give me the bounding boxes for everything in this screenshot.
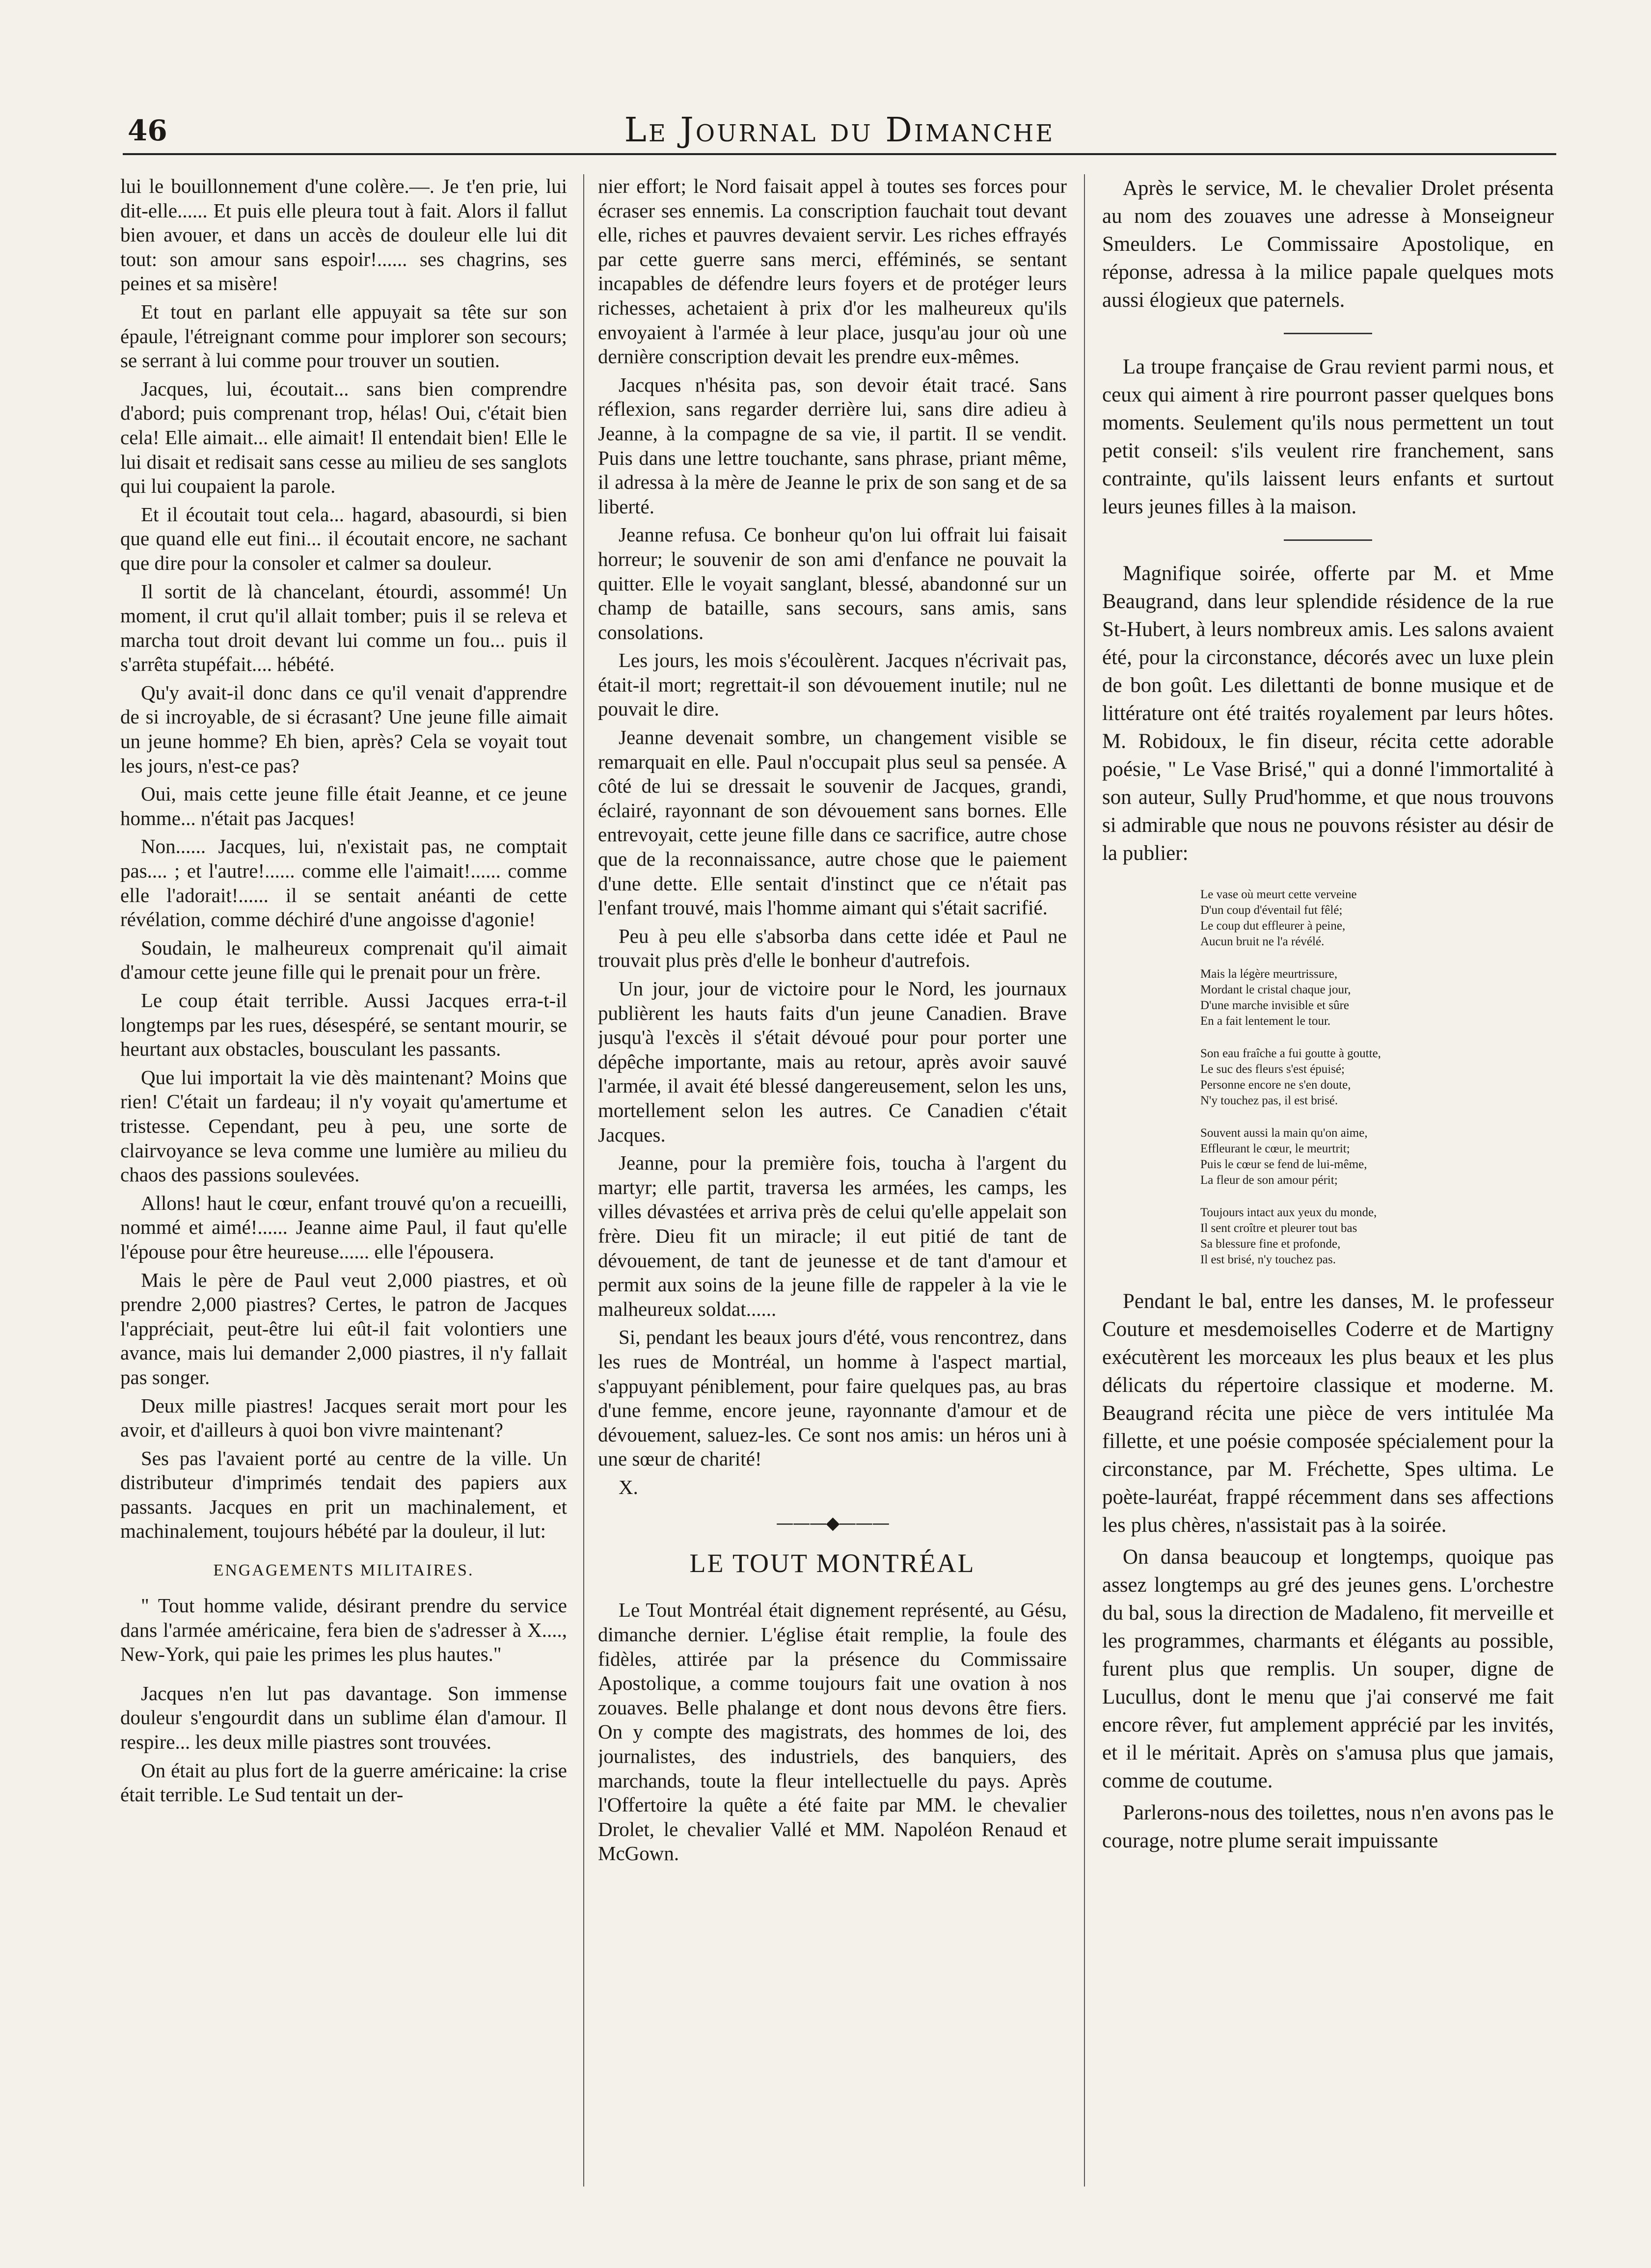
paragraph: Pendant le bal, entre les danses, M. le professeur Couture et mesdemoiselles Coderre et de Martigny exécutèrent les morceaux les plus beaux et les plus délicats du répertoire classique et moderne. M. Beaugrand récita une pièce de vers intitulée Ma fillette, et une poésie composée spécialement pour la circonstance, par M. Fréchette, Spes ultima. Le poète-lauréat, frappé récemment dans ses affections les plus chères, n'assistait pas à la soirée. [1102, 1290, 1554, 1537]
paragraph: Oui, mais cette jeune fille était Jeanne, et ce jeune homme... n'était pas Jacques! [120, 782, 567, 829]
column-3 [1102, 174, 1554, 2206]
paragraph: La troupe française de Grau revient parmi nous, et ceux qui aiment à rire pourront passer quelques bons moments. Seulement qu'ils nous permettent un tout petit conseil: s'ils veulent rire franchement, sans contrainte, qu'ils laissent leurs enfants et surtout leurs jeunes filles à la maison. [1102, 355, 1554, 518]
poem-line: Le vase où meurt cette verveine [1200, 888, 1357, 901]
poem-line: Souvent aussi la main qu'on aime, [1200, 1126, 1368, 1140]
paragraph: Allons! haut le cœur, enfant trouvé qu'on a recueilli, nommé et aimé!...... Jeanne aime Paul, il faut qu'elle l'épouse pour être heureuse...... elle l'épousera. [120, 1191, 567, 1263]
paragraph: Et il écoutait tout cela... hagard, abasourdi, si bien que quand elle eut fini... il écoutait encore, ne sachant que dire pour la consoler et calmer sa douleur. [120, 503, 567, 574]
poem-line: Aucun bruit ne l'a révélé. [1200, 935, 1325, 948]
poem-line: Mais la légère meurtrissure, [1200, 967, 1338, 981]
paragraph: Les jours, les mois s'écoulèrent. Jacques n'écrivait pas, était-il mort; regrettait-il son dévouement inutile; nul ne pouvait le dire. [598, 649, 1067, 720]
paragraph: Peu à peu elle s'absorba dans cette idée et Paul ne trouvait plus près d'elle le bonheur d'autrefois. [598, 924, 1067, 972]
paragraph: Et tout en parlant elle appuyait sa tête sur son épaule, l'étreignant comme pour implorer son secours; se serrant à lui comme pour trouver un soutien. [120, 300, 567, 372]
poem-line: D'une marche invisible et sûre [1200, 999, 1350, 1012]
paragraph: Un jour, jour de victoire pour le Nord, les journaux publièrent les hauts faits d'un jeune Canadien. Brave jusqu'à l'excès il s'était dévoué pour pour porter une dépêche importante, mais au retour, après avoir sauvé l'armée, il avait été blessé dangereusement, selon les uns, mortellement selon les autres. Ce Canadien c'était Jacques. [598, 977, 1067, 1146]
paragraph: Non...... Jacques, lui, n'existait pas, ne comptait pas.... ; et l'autre!...... comme elle l'aimait!...... comme elle l'adorait!...... il se sentait anéanti de cette révélation, comme déchiré d'une angoisse d'agonie! [120, 835, 567, 931]
signature: X. [619, 1475, 638, 1498]
poem-line: Toujours intact aux yeux du monde, [1200, 1206, 1377, 1219]
ornamental-divider: ———◆——— [776, 1513, 889, 1534]
poem-line: Sa blessure fine et profonde, [1200, 1237, 1341, 1251]
poem-line: Le suc des fleurs s'est épuisé; [1200, 1063, 1345, 1076]
poem-line: Puis le cœur se fend de lui-même, [1200, 1158, 1367, 1171]
poem-stanza [1200, 887, 1554, 950]
paragraph: Si, pendant les beaux jours d'été, vous rencontrez, dans les rues de Montréal, un homme à l'aspect martial, s'appuyant péniblement, pour faire quelques pas, au bras d'une femme, encore jeune, rayonnante d'amour et de dévouement, saluez-les. Ce sont nos amis: un héros uni à une sœur de charité! [598, 1326, 1067, 1470]
paragraph: Deux mille piastres! Jacques serait mort pour les avoir, et d'ailleurs à quoi bon vivre maintenant? [120, 1394, 567, 1441]
notice-text: " Tout homme valide, désirant prendre du service dans l'armée américaine, fera bien de s'adresser à X...., New-York, qui paie les primes les plus hautes." [120, 1594, 567, 1666]
paragraph: Magnifique soirée, offerte par M. et Mme Beaugrand, dans leur splendide résidence de la rue St-Hubert, à leurs nombreux amis. Les salons avaient été, pour la circonstance, décorés avec un luxe plein de bon goût. Les dilettanti de bonne musique et de littérature ont été traités royalement par leurs hôtes. M. Robidoux, le fin diseur, récita cette adorable poésie, " Le Vase Brisé," qui a donné l'immortalité à son auteur, Sully Prud'homme, et que nous trouvons si admirable que nous ne pouvons résister au désir de la publier: [1102, 562, 1554, 865]
poem-line: Il sent croître et pleurer tout bas [1200, 1222, 1357, 1235]
paragraph: Parlerons-nous des toilettes, nous n'en avons pas le courage, notre plume serait impuissante [1102, 1801, 1554, 1852]
poem-line: Il est brisé, n'y touchez pas. [1200, 1253, 1336, 1266]
poem-line: La fleur de son amour périt; [1200, 1174, 1338, 1187]
paragraph: Jeanne, pour la première fois, toucha à l'argent du martyr; elle partit, traversa les armées, les camps, les villes dévastées et arriva près de celui qu'elle appelait son frère. Dieu fit un miracle; il eut pitié de tant de dévouement, de tant de jeunesse et de tant d'amour et permit aux soins de la jeune fille de rappeler à la vie le malheureux soldat...... [598, 1151, 1067, 1320]
paragraph: Ses pas l'avaient porté au centre de la ville. Un distributeur d'imprimés tendait des papiers aux passants. Jacques en prit un machinalement, et machinalement, toujours hébété par la douleur, il lut: [120, 1446, 567, 1543]
paragraph: On était au plus fort de la guerre américaine: la crise était terrible. Le Sud tentait un der- [120, 1759, 567, 1806]
paragraph: Le coup était terrible. Aussi Jacques erra-t-il longtemps par les rues, désespéré, se sentant mourir, se heurtant aux obstacles, bousculant les passants. [120, 989, 567, 1061]
paragraph: nier effort; le Nord faisait appel à toutes ses forces pour écraser ses ennemis. La conscription fauchait tout devant elle, riches et pauvres devaient servir. Les riches effrayés par cette guerre sans merci, efféminés, se sentant incapables de défendre leurs foyers et de protéger leurs richesses, achetaient à prix d'or les malheureux qu'ils envoyaient à l'armée à leur place, jusqu'au jour où une dernière conscription devait les prendre eux-mêmes. [598, 175, 1067, 368]
page-number: 46 [128, 114, 167, 147]
paragraph: On dansa beaucoup et longtemps, quoique pas assez longtemps au gré des jeunes gens. L'orchestre du bal, sous la direction de Madaleno, fit merveille et les programmes, charmants et élégants au possible, furent plus que remplis. Un souper, digne de Lucullus, dont le menu que j'ai conservé me fait encore rêver, fut amplement apprécié par les invités, et il le méritait. Après on s'amusa plus que jamais, comme de coutume. [1102, 1546, 1554, 1792]
masthead-title: Le Journal du Dimanche [624, 111, 1055, 150]
paragraph: Jeanne refusa. Ce bonheur qu'on lui offrait lui faisait horreur; le souvenir de son ami d'enfance ne pouvait la quitter. Elle le voyait sanglant, blessé, abandonné sur un champ de bataille, sans secours, sans amis, sans consolations. [598, 523, 1067, 643]
poem [1200, 887, 1554, 1268]
paragraph: Mais le père de Paul veut 2,000 piastres, et où prendre 2,000 piastres? Certes, le patron de Jacques l'appréciait, peut-être lui eût-il fait volontiers une avance, mais lui demander 2,000 piastres, il n'y fallait pas songer. [120, 1268, 567, 1388]
poem-line: Le coup dut effleurer à peine, [1200, 919, 1346, 933]
paragraph: lui le bouillonnement d'une colère.—. Je t'en prie, lui dit-elle...... Et puis elle pleura tout à fait. Alors il fallut bien avouer, et dans un accès de douleur elle lui dit tout: son amour sans espoir!...... ses chagrins, ses peines et sa misère! [120, 175, 567, 295]
section-divider [1284, 539, 1372, 541]
poem-line: Mordant le cristal chaque jour, [1200, 983, 1351, 996]
article-title: LE TOUT MONTRÉAL [689, 1548, 975, 1578]
paragraph: Jacques n'hésita pas, son devoir était tracé. Sans réflexion, sans regarder derrière lui, sans dire adieu à Jeanne, à la compagne de sa vie, il partit. Il se vendit. Puis dans une lettre touchante, sans phrase, priant même, il adressa à la mère de Jeanne le prix de son sang et de sa liberté. [598, 373, 1067, 518]
column-2 [598, 174, 1067, 2206]
paragraph: Le Tout Montréal était dignement représenté, au Gésu, dimanche dernier. L'église était remplie, la foule des fidèles, attirée par la présence du Commissaire Apostolique, a comme toujours fait une ovation à nos zouaves. Belle phalange et dont nous devons être fiers. On y compte des magistrats, des hommes de loi, des journalistes, des industriels, des banquiers, des marchands, toute la fleur intellectuelle du pays. Après l'Offertoire la quête a été faite par MM. le chevalier Drolet, le chevalier Vallé et MM. Napoléon Renaud et McGown. [598, 1599, 1067, 1865]
poem-line: Effleurant le cœur, le meurtrit; [1200, 1142, 1350, 1155]
poem-stanza [1200, 1205, 1554, 1268]
paragraph: Après le service, M. le chevalier Drolet présenta au nom des zouaves une adresse à Monseigneur Smeulders. Le Commissaire Apostolique, en réponse, adressa à la milice papale quelques mots aussi élogieux que paternels. [1102, 177, 1554, 312]
column-1 [120, 174, 567, 2206]
paragraph: Il sortit de là chancelant, étourdi, assommé! Un moment, il crut qu'il allait tomber; puis il se releva et marcha tout droit devant lui comme un fou... puis il s'arrêta stupéfait.... hébété. [120, 580, 567, 676]
notice-heading: ENGAGEMENTS MILITAIRES. [213, 1561, 474, 1580]
paragraph: Soudain, le malheureux comprenait qu'il aimait d'amour cette jeune fille qui le prenait pour un frère. [120, 936, 567, 984]
poem-stanza [1200, 1125, 1554, 1188]
paragraph: Jacques, lui, écoutait... sans bien comprendre d'abord; puis comprenant trop, hélas! Oui, c'était bien cela! Elle aimait... elle aimait! Il entendait bien! Elle le lui disait et redisait sans cesse au milieu de ses sanglots qui lui coupaient la parole. [120, 377, 567, 498]
poem-line: D'un coup d'éventail fut fêlé; [1200, 904, 1343, 917]
paragraph: Qu'y avait-il donc dans ce qu'il venait d'apprendre de si incroyable, de si écrasant? Une jeune fille aimait un jeune homme? Eh bien, après? Cela se voyait tout les jours, n'est-ce pas? [120, 681, 567, 777]
poem-stanza [1200, 1046, 1554, 1109]
poem-line: Son eau fraîche a fui goutte à goutte, [1200, 1047, 1381, 1060]
paragraph: Jacques n'en lut pas davantage. Son immense douleur s'engourdit dans un sublime élan d'amour. Il respire... les deux mille piastres sont trouvées. [120, 1681, 567, 1754]
poem-line: Personne encore ne s'en doute, [1200, 1078, 1351, 1092]
section-divider [1284, 333, 1372, 334]
page-header [123, 109, 1556, 155]
column-divider [583, 174, 584, 2187]
poem-line: En a fait lentement le tour. [1200, 1014, 1331, 1028]
poem-line: N'y touchez pas, il est brisé. [1200, 1094, 1338, 1107]
paragraph: Jeanne devenait sombre, un changement visible se remarquait en elle. Paul n'occupait plus seul sa pensée. A côté de lui se dressait le souvenir de Jacques, grandi, éclairé, rayonnant de son dévouement sans bornes. Elle entrevoyait, cette jeune fille dans ce sacrifice, autre chose que de la reconnaissance, autre chose que le paiement d'une dette. Elle sentait d'instinct que ce n'était pas l'enfant trouvé, mais l'homme aimant qui s'était sacrifié. [598, 726, 1067, 919]
column-divider [1084, 174, 1085, 2187]
poem-stanza [1200, 966, 1554, 1029]
paragraph: Que lui importait la vie dès maintenant? Moins que rien! C'était un fardeau; il n'y voyait qu'amertume et tristesse. Cependant, peu à peu, une sorte de clairvoyance se leva comme une lumière au milieu du chaos des passions soulevées. [120, 1066, 567, 1186]
